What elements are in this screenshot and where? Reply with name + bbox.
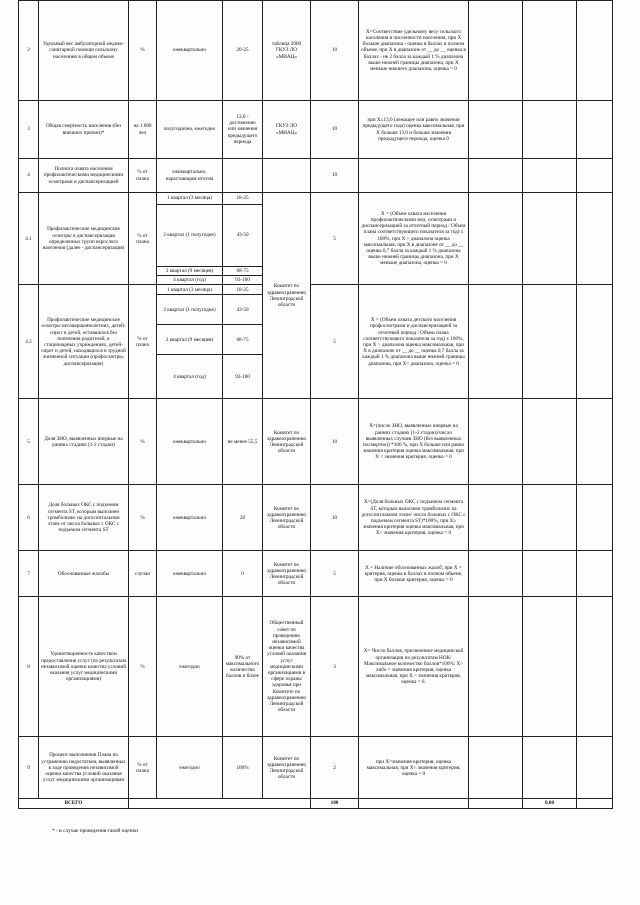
unit: % от плана <box>129 159 157 193</box>
total-score: 0,00 <box>523 799 577 808</box>
weight: 5 <box>311 193 359 285</box>
weight: 2 <box>311 737 359 799</box>
quarter-label: 3 квартал (9 месяцев) <box>157 267 223 276</box>
total-spacer <box>129 799 311 808</box>
total-method-spacer <box>359 799 469 808</box>
row-number: 4.2 <box>19 285 39 399</box>
weight: 10 <box>311 159 359 193</box>
quarter-value: 43-50 <box>223 295 263 325</box>
unit: % от плана <box>129 285 157 399</box>
data-source: таблица 2000 ГКУЗ ЛО «МИАЦ» <box>263 1 311 101</box>
table-row <box>19 159 613 193</box>
data-source: Комитет по здравоохранению Ленинградской области <box>263 399 311 485</box>
period: ежеквартально, нарастающим итогом <box>157 159 223 193</box>
indicator-name: Профилактические медицинские осмотры и диспансеризация определенных групп взрослого населения (далее - диспансеризация) <box>39 193 129 285</box>
quarter-label: 1 квартал (3 месяца) <box>157 193 223 205</box>
quarter-label: 1 квартал (3 месяца) <box>157 285 223 295</box>
value-cell <box>469 597 523 737</box>
total-extra <box>577 799 613 808</box>
row-number: 4.1 <box>19 193 39 285</box>
row-number: 7 <box>19 551 39 597</box>
table-row <box>19 193 613 205</box>
row-number: 9 <box>19 737 39 799</box>
extra-cell <box>577 193 613 285</box>
table-row <box>19 285 613 295</box>
score-cell <box>523 485 577 551</box>
table-row <box>19 101 613 159</box>
quarter-label: 2 квартал (1 полугодие) <box>157 205 223 267</box>
quarter-label: 3 квартал (9 месяцев) <box>157 325 223 355</box>
score-cell <box>523 551 577 597</box>
target-value: 20-25 <box>223 1 263 101</box>
extra-cell <box>577 399 613 485</box>
indicator-name: Полнота охвата населения профилактическими медицинскими осмотрами и диспансеризацией <box>39 159 129 193</box>
extra-cell <box>577 1 613 101</box>
unit: % <box>129 485 157 551</box>
score-cell <box>523 597 577 737</box>
row-number: 5 <box>19 399 39 485</box>
indicator-name: Удельный вес амбулаторной медико-санитарной помощи сельскому населению в общем объеме <box>39 1 129 101</box>
extra-cell <box>577 597 613 737</box>
score-cell <box>523 1 577 101</box>
weight: 5 <box>311 551 359 597</box>
table-row <box>19 399 613 485</box>
extra-cell <box>577 101 613 159</box>
indicator-name: Удовлетворенность качеством предоставления услуг (по результатам независимой оценки качества условий оказания услуг медицинскими организациями) <box>39 597 129 737</box>
extra-cell <box>577 737 613 799</box>
unit: % <box>129 1 157 101</box>
table-row <box>19 1 613 101</box>
quarter-value: 18-25 <box>223 285 263 295</box>
score-cell <box>523 101 577 159</box>
target-value <box>223 159 263 193</box>
method: Х=(Доля больных ОКС с подъемом сегмента ST, которым выполнен тромболизис на догоспитальном этапе/ число больных с ОКС с подъемом сегмента ST)*100%, при Х≥ значения критерия оценка максимальная, при Х< значения критерия, оценка = 0 <box>359 485 469 551</box>
value-cell <box>469 551 523 597</box>
unit: % <box>129 399 157 485</box>
method: при Х≤13,0 (лежащее или равно значения предыдущего года) оценка максимальная, при Х больше 13,0 и больше значения предыдущего периода, оценка 0 <box>359 101 469 159</box>
data-source: Комитет по здравоохранению Ленинградской области <box>263 737 311 799</box>
total-label: ВСЕГО <box>19 799 129 808</box>
score-cell <box>523 285 577 399</box>
target-value: 90% от максимального количества баллов и более <box>223 597 263 737</box>
method: при Х=значения критерия, оценка максимальная, при Х< значения критерия, оценка = 0 <box>359 737 469 799</box>
method: Х=Соответствие удельному весу сельского населения в численности населения, при Х больше диапазона - оценка в баллах в полном объеме, при Х в диапазоне от __ до __ оценка в баллах - не 2 балла за каждый 1 % диапазона выше нижней границы диапазона, при Х меньше нижнего диапазона, оценка = 0 <box>359 1 469 101</box>
kpi-table <box>18 0 613 809</box>
extra-cell <box>577 485 613 551</box>
footnote: * - в случае проведения такой оценки <box>52 828 138 834</box>
row-number: 8 <box>19 597 39 737</box>
value-cell <box>469 737 523 799</box>
total-value <box>469 799 523 808</box>
method: Х = (Объем охвата населения профилактическими мед. осмотрами и диспансеризацией за отчетный период / Объем плана соответствующего показателя за год) х 100%, при Х > диапазона оценка максимальная, при Х в диапазоне от __ до __ оценка 0,7 балла за каждый 1 % диапазона выше нижней границы диапазона, при Х меньше диапазона, оценка = 0 <box>359 193 469 285</box>
target-value: не менее 55,5 <box>223 399 263 485</box>
quarter-value: 93-100 <box>223 355 263 399</box>
target-value: 20 <box>223 485 263 551</box>
total-weight: 100 <box>311 799 359 808</box>
score-cell <box>523 193 577 285</box>
data-source: ГКУЗ ЛО «МИАЦ» <box>263 101 311 159</box>
table-row <box>19 597 613 737</box>
period: ежеквартально <box>157 485 223 551</box>
method: Х= Число баллов, присвоенное медицинской организации по результатам НОК/Максимальное количество баллов*100%; Х> либо = значения критерия, оценка максимальная, при Х < значения критерия, оценка = 0. <box>359 597 469 737</box>
value-cell <box>469 399 523 485</box>
indicator-name: Обоснованные жалобы <box>39 551 129 597</box>
target-value: 13,0 - достижение или значения предыдущего периода <box>223 101 263 159</box>
period: ежегодно <box>157 737 223 799</box>
table-row <box>19 737 613 799</box>
period: ежеквартально <box>157 551 223 597</box>
value-cell <box>469 159 523 193</box>
data-source: Комитет по здравоохранению Ленинградской области <box>263 551 311 597</box>
quarter-value: 18-25 <box>223 193 263 205</box>
data-source: Комитет по здравоохранению Ленинградской области <box>263 193 311 399</box>
method: Х = (Объем охвата детского населения профосмотрами и диспансеризацией за отчетный период / Объем плана соответствующего показателя за год) х 100%, при Х > диапазона оценка максимальная, при Х в диапазоне от __ до __ оценка 0,7 балла за каждый 1 % диапазона выше нижней границы диапазона, при Х< диапазона, оценка = 0 <box>359 285 469 399</box>
extra-cell <box>577 551 613 597</box>
value-cell <box>469 101 523 159</box>
unit: на 1 000 чел <box>129 101 157 159</box>
table-row <box>19 485 613 551</box>
indicator-name: Доля ЗНО, выявленных впервые на ранних стадиях (1-2 стадии) <box>39 399 129 485</box>
value-cell <box>469 285 523 399</box>
weight: 3 <box>311 597 359 737</box>
target-value: 0 <box>223 551 263 597</box>
weight: 10 <box>311 485 359 551</box>
unit: % от плана <box>129 193 157 285</box>
indicator-name: Профилактические медицинские осмотры несовершеннолетних, детей-сирот и детей, оставшихся без попечения родителей, в стационарных учреждениях, детей-сирот и детей, находящихся в трудной жизненной ситуации (профосмотры, диспансеризация) <box>39 285 129 399</box>
total-row <box>19 799 613 808</box>
weight: 10 <box>311 1 359 101</box>
row-number: 2 <box>19 1 39 101</box>
data-source: Общественный совет по проведению независимой оценки качества условий оказания услуг медицинскими организациями в сфере охраны здоровья при Комитете по здравоохранению Ленинградской области <box>263 597 311 737</box>
value-cell <box>469 193 523 285</box>
score-cell <box>523 399 577 485</box>
quarter-value: 93-100 <box>223 276 263 285</box>
weight: 10 <box>311 101 359 159</box>
quarter-value: 43-50 <box>223 205 263 267</box>
quarter-value: 68-75 <box>223 267 263 276</box>
unit: % от плана <box>129 737 157 799</box>
method: Х = Наличие обоснованных жалоб, при Х = критерия, оценка в баллах в полном объеме, при Х больше критерия, оценка = 0 <box>359 551 469 597</box>
indicator-name: Доля больных ОКС с подъемом сегмента ST, которым выполнен тромболизис на догоспитальном этапе от числа больных с ОКС с подъемом сегмента ST <box>39 485 129 551</box>
value-cell <box>469 485 523 551</box>
quarter-label: 4 квартал (год) <box>157 355 223 399</box>
row-number: 6 <box>19 485 39 551</box>
extra-cell <box>577 159 613 193</box>
method <box>359 159 469 193</box>
unit: % <box>129 597 157 737</box>
extra-cell <box>577 285 613 399</box>
quarter-label: 4 квартал (год) <box>157 276 223 285</box>
row-number: 3 <box>19 101 39 159</box>
score-cell <box>523 737 577 799</box>
method: Х=(число ЗНО, выявленных впервые на ранних стадиях (1-2 стадии)/число выявленных случаев ЗНО (без выявленных посмертно)) *100 %, при Х больше или равно значения критерия оценка максимальная, при Х < значения критерия, оценка = 0 <box>359 399 469 485</box>
unit: случаи <box>129 551 157 597</box>
quarter-label: 2 квартал (1 полугодие) <box>157 295 223 325</box>
period: полугодично, ежегодно <box>157 101 223 159</box>
weight: 10 <box>311 399 359 485</box>
value-cell <box>469 1 523 101</box>
period: ежеквартально <box>157 1 223 101</box>
data-source: Комитет по здравоохранению Ленинградской области <box>263 485 311 551</box>
table-row <box>19 551 613 597</box>
data-source <box>263 159 311 193</box>
quarter-value: 68-75 <box>223 325 263 355</box>
target-value: 100% <box>223 737 263 799</box>
score-cell <box>523 159 577 193</box>
indicator-name: Процент выполнения Плана по устранению недостатков, выявленных в ходе проведения независимой оценки качества условий оказания услуг медицинскими организациями <box>39 737 129 799</box>
row-number: 4 <box>19 159 39 193</box>
period: ежеквартально <box>157 399 223 485</box>
weight: 5 <box>311 285 359 399</box>
indicator-name: Общая смертность населения (без внешних причин)* <box>39 101 129 159</box>
period: ежегодно <box>157 597 223 737</box>
